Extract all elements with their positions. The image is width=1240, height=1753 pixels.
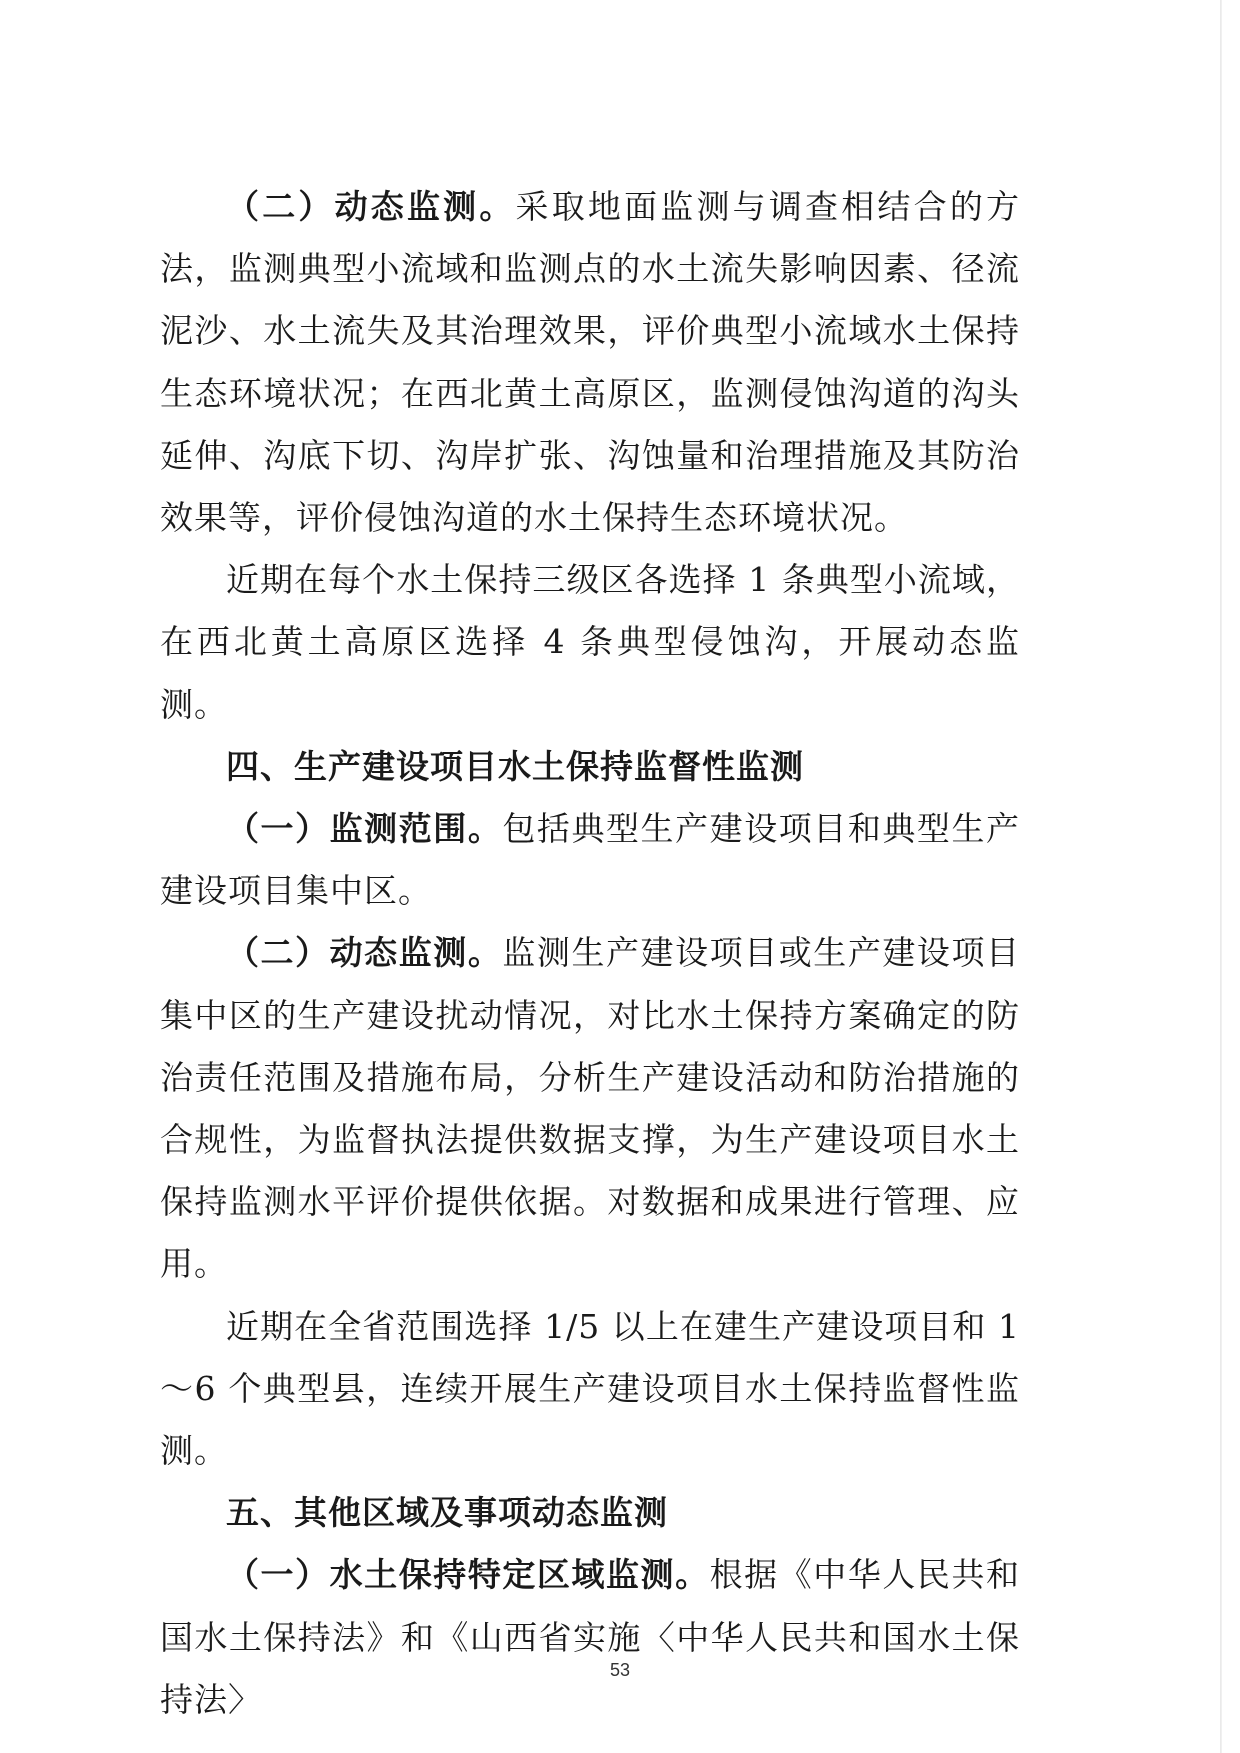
- paragraph-dynamic-monitoring: [160, 176, 1020, 549]
- paragraph-lead: （二）动态监测。: [226, 933, 503, 973]
- paragraph-lead: （一）监测范围。: [226, 809, 503, 849]
- paragraph-text: 近期在每个水土保持三级区各选择 1 条典型小流域，在西北黄土高原区选择 4 条典型侵蚀沟，开展动态监测。: [160, 560, 1020, 724]
- paragraph-text: 监测生产建设项目或生产建设项目集中区的生产建设扰动情况，对比水土保持方案确定的防治责任范围及措施布局，分析生产建设活动和防治措施的合规性，为监督执法提供数据支撑，为生产建设项目水土保持监测水平评价提供依据。对数据和成果进行管理、应用。: [160, 933, 1021, 1284]
- paragraph-project-dynamic-monitoring: [160, 922, 1020, 1295]
- page-number: 53: [609, 1660, 631, 1680]
- paragraph-text: 近期在全省范围选择 1/5 以上在建生产建设项目和 1～6 个典型县，连续开展生产建设项目水土保持监督性监测。: [160, 1306, 1020, 1471]
- paragraph-text: 根据《中华人民共和国水土保持法》和《山西省实施〈中华人民共和国水土保持法〉: [160, 1555, 1021, 1719]
- section-heading-4: 四、生产建设项目水土保持监督性监测: [226, 746, 804, 786]
- paragraph-text: 采取地面监测与调查相结合的方法，监测典型小流域和监测点的水土流失影响因素、径流泥沙、水土流失及其治理效果，评价典型小流域水土保持生态环境状况；在西北黄土高原区，监测侵蚀沟道的沟头延伸、沟底下切、沟岸扩张、沟蚀量和治理措施及其防治效果等，评价侵蚀沟道的水土保持生态环境状况。: [160, 187, 1021, 538]
- paragraph-text: 包括典型生产建设项目和典型生产建设项目集中区。: [160, 809, 1021, 911]
- paragraph-near-term-watershed: [160, 549, 1020, 736]
- paragraph-lead: （一）水土保持特定区域监测。: [226, 1555, 710, 1595]
- paragraph-near-term-projects: [160, 1296, 1020, 1483]
- scan-edge-line: [1220, 0, 1222, 1753]
- section-heading-5: 五、其他区域及事项动态监测: [226, 1493, 668, 1533]
- paragraph-monitoring-scope: [160, 798, 1020, 922]
- body-text: [160, 176, 1020, 1731]
- paragraph-lead: （二）动态监测。: [226, 187, 516, 226]
- paragraph-specific-area-monitoring: [160, 1544, 1020, 1731]
